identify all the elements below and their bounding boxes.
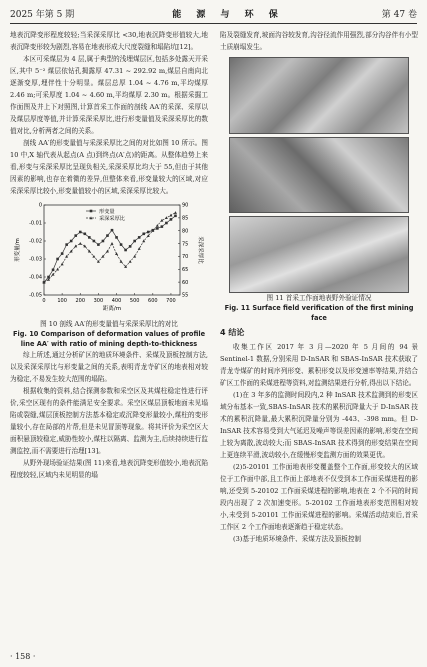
deformation-point	[142, 233, 145, 236]
deformation-point	[93, 240, 96, 243]
y-left-tick-label: -0.04	[29, 274, 42, 281]
ratio-point	[129, 260, 132, 263]
paragraph: (2)5-20101 工作面地表形变覆盖整个工作面,形变较大的区域位于工作面中部,且工作面上部地表不仅受到本工作面采煤进程的影响,还受到 5-20102 工作面采煤进程的影响,地表在 2 个不同的时间段内出现了 2 次加速变形。5-20102 工作面地表形变范围相对较小,未受到 5-20101 工作面采煤进程的影响。采煤活动结束后,首采工作区 2 个工作面地表逐渐趋于稳定状态。	[220, 463, 418, 531]
field-photo	[229, 137, 409, 214]
y-left-tick-label: -0.01	[29, 220, 42, 227]
y-right-tick-label: 80	[182, 228, 189, 235]
deformation-point	[120, 243, 123, 246]
caption-en: line AA′ with ratio of mining depth-to-thickness	[20, 340, 198, 348]
ratio-point	[165, 216, 168, 219]
left-column	[10, 29, 208, 481]
field-photo	[229, 57, 409, 134]
page-number: · 158 ·	[10, 652, 36, 661]
paragraph: 本区可采煤层为 4 层,属于典型的浅埋煤层区,包括多处露天开采区,其中 5⁻² 煤层依钻孔揭露厚 47.31 ~ 292.92 m,煤层自南向北逐渐变厚,埋伴性十分明显。煤层总厚 1.04 ~ 4.76 m,平均煤厚 2.46 m;可采厚度 1.04 ~ 4.60 m,平均煤厚 2.30 m。根据采掘工作面图及井上下对照图,计算首采工作面的剖线 AA′的采深、采厚以及煤层厚度等值,并计算采深采厚比,进行形变量值及采深采厚比的数值对比,分析两者之间的关系。	[10, 55, 208, 135]
deformation-point	[165, 222, 168, 225]
series-line-deformation	[44, 216, 175, 283]
paragraph: 综上所述,通过分析矿区的地质环境条件、采煤及顶板控制方法,以及采深采厚比与形变量之间的关系,表明青龙寺矿区的地表相对较为稳定,不易发生较大范围的塌陷。	[10, 351, 208, 383]
deformation-point	[70, 240, 73, 243]
deformation-point	[56, 258, 59, 261]
deformation-point	[161, 225, 164, 228]
paragraph: 地表沉降变形程度较轻;当采深采厚比 <30,地表沉降变形值较大,地表沉降变形较为剧烈,容易在地表形成大尺度裂缝和塌陷坑[12]。	[10, 31, 208, 51]
x-tick-label: 200	[75, 298, 86, 304]
y-right-tick-label: 70	[182, 254, 189, 261]
volume-label: 第 47 卷	[381, 9, 417, 20]
x-tick-label: 400	[111, 298, 122, 304]
paragraph: (3)基于地质环境条件、采煤方法及顶板控制	[233, 535, 362, 543]
deformation-point	[47, 276, 50, 279]
x-tick-label: 100	[57, 298, 67, 304]
y-left-axis-label: 形变量/m	[15, 238, 21, 262]
deformation-point	[88, 236, 91, 239]
ratio-point	[79, 242, 82, 245]
deformation-point	[170, 218, 173, 221]
x-tick-label: 600	[148, 298, 158, 304]
deformation-point	[65, 243, 68, 246]
right-column	[220, 29, 418, 545]
section-title: 4 结论	[220, 328, 245, 337]
x-axis-label: 距离/m	[102, 306, 122, 312]
ratio-point	[56, 268, 59, 271]
caption-cn: 图 10 剖线 AA′的形变量值与采深采厚比的对比	[40, 320, 178, 328]
y-left-tick-label: 0	[38, 202, 42, 209]
paragraph: 根据收集的资料,结合探测参数和采空区及其煤柱稳定性进行评价,采空区现有的条件能满足安全要求。采空区煤层顶板地面未见塌陷或裂缝,煤层顶板控制方法基本稳定或沉降变形量较小,煤柱的变形量较小,存在局部的片帮,但是未见冒顶等现象。将其评价为采空区大面积悬顶较稳定,威胁性较小,煤柱以隔离、监测为主,后续持续进行监测监控,而不需要进行治理[13]。	[10, 387, 208, 455]
running-header	[10, 6, 417, 20]
figure-11-photos	[229, 57, 409, 293]
figure-10-chart	[10, 199, 208, 319]
deformation-point	[97, 243, 100, 246]
legend-label: 采深采厚比	[99, 215, 125, 222]
y-right-tick-label: 60	[182, 279, 189, 286]
ratio-point	[111, 242, 114, 245]
field-photo	[229, 216, 409, 293]
deformation-point	[61, 252, 64, 255]
x-tick-label: 500	[129, 298, 140, 304]
paragraph: 陷及裂缝发育,坡面沟谷较发育,沟谷径流作用强烈,部分沟谷伴有小型土质崩塌发生。	[220, 31, 418, 51]
deformation-point	[52, 269, 55, 272]
y-left-tick-label: -0.05	[29, 292, 42, 299]
deformation-point	[124, 249, 127, 252]
ratio-point	[115, 252, 118, 255]
deformation-point	[79, 231, 82, 234]
y-right-tick-label: 55	[182, 292, 189, 299]
deformation-point	[102, 240, 105, 243]
chart-svg	[10, 199, 208, 319]
deformation-point	[84, 233, 87, 236]
y-right-tick-label: 90	[182, 202, 189, 209]
x-tick-label: 700	[166, 298, 176, 304]
x-tick-label: 300	[93, 298, 104, 304]
caption-en: Fig. 11 Surface field verification of the first mining face	[224, 304, 414, 322]
deformation-point	[138, 236, 141, 239]
deformation-point	[106, 234, 109, 237]
issue-label: 2025 年第 5 期	[10, 9, 75, 20]
y-right-tick-label: 85	[182, 215, 189, 222]
paragraph: 收集工作区 2017 年 3 月—2020 年 5 月间的 94 景 Sentinel-1 数据,分别采用 D-InSAR 和 SBAS-InSAR 技术获取了青龙寺煤矿的时间序列形变、累积形变以及形变速率等结果,并结合矿区工作面的采煤进程等资料,对监测结果进行分析,得出以下结论。	[220, 343, 418, 387]
paragraph: 从野外现场验证结果(图 11)来看,地表沉降变形值较小,地表沉陷程度较轻,区域内未见明显的塌	[10, 459, 208, 479]
deformation-point	[111, 229, 114, 232]
legend-label: 形变量	[99, 208, 115, 215]
deformation-point	[147, 231, 150, 234]
deformation-point	[129, 245, 132, 248]
ratio-point	[174, 211, 177, 214]
legend-marker	[90, 210, 93, 213]
y-left-tick-label: -0.03	[29, 256, 42, 263]
caption-en: Fig. 10 Comparison of deformation values of profile	[12, 330, 206, 338]
deformation-point	[156, 227, 159, 230]
series-line-ratio	[44, 213, 175, 282]
y-right-axis-label: 采深采厚比	[197, 236, 203, 264]
deformation-point	[133, 240, 136, 243]
deformation-point	[74, 234, 77, 237]
paragraph: (1)在 3 年多的监测时间段内,2 种 InSAR 技术监测到的形变区域分布基本一致,SBAS-InSAR 技术的累积沉降量大于 D-InSAR 技术的累积沉降量,最大累积沉降量分别为 -443、-398 mm。但 D-InSAR 技术容易受到大气延迟及噪声等误差因素的影响,形变在空间上较为离散,波动较大;而 SBAS-InSAR 技术得到的形变结果在空间上更连续平滑,波动较小,在缓慢形变监测方面的效果更优。	[220, 391, 419, 459]
deformation-point	[174, 215, 177, 218]
y-left-tick-label: -0.02	[29, 238, 42, 245]
y-right-tick-label: 75	[182, 241, 189, 248]
caption-cn: 图 11 首采工作面地表野外验证情况	[266, 294, 372, 302]
header-rule	[10, 23, 417, 24]
deformation-point	[115, 236, 118, 239]
x-tick-label: 0	[42, 298, 46, 304]
paragraph: 剖线 AA′的形变量值与采深采厚比之间的对比如图 10 所示。图 10 中,X 轴代表从起点(A 点)到终点(A′点)的距离。从整体趋势上来看,形变与采深采厚比呈现负相关,采深采厚比均大于 55,但由于其他因素的影响,也存在着微的差异,但整体来看,形变量较大的区域,对应采深采厚比较小,形变量值较小的区域,采深采厚比较大。	[10, 139, 208, 195]
y-right-tick-label: 65	[182, 266, 189, 273]
journal-title: 能 源 与 环 保	[172, 9, 284, 20]
figure-11-caption	[220, 293, 418, 323]
ratio-point	[156, 224, 159, 227]
figure-10-caption	[10, 319, 208, 349]
